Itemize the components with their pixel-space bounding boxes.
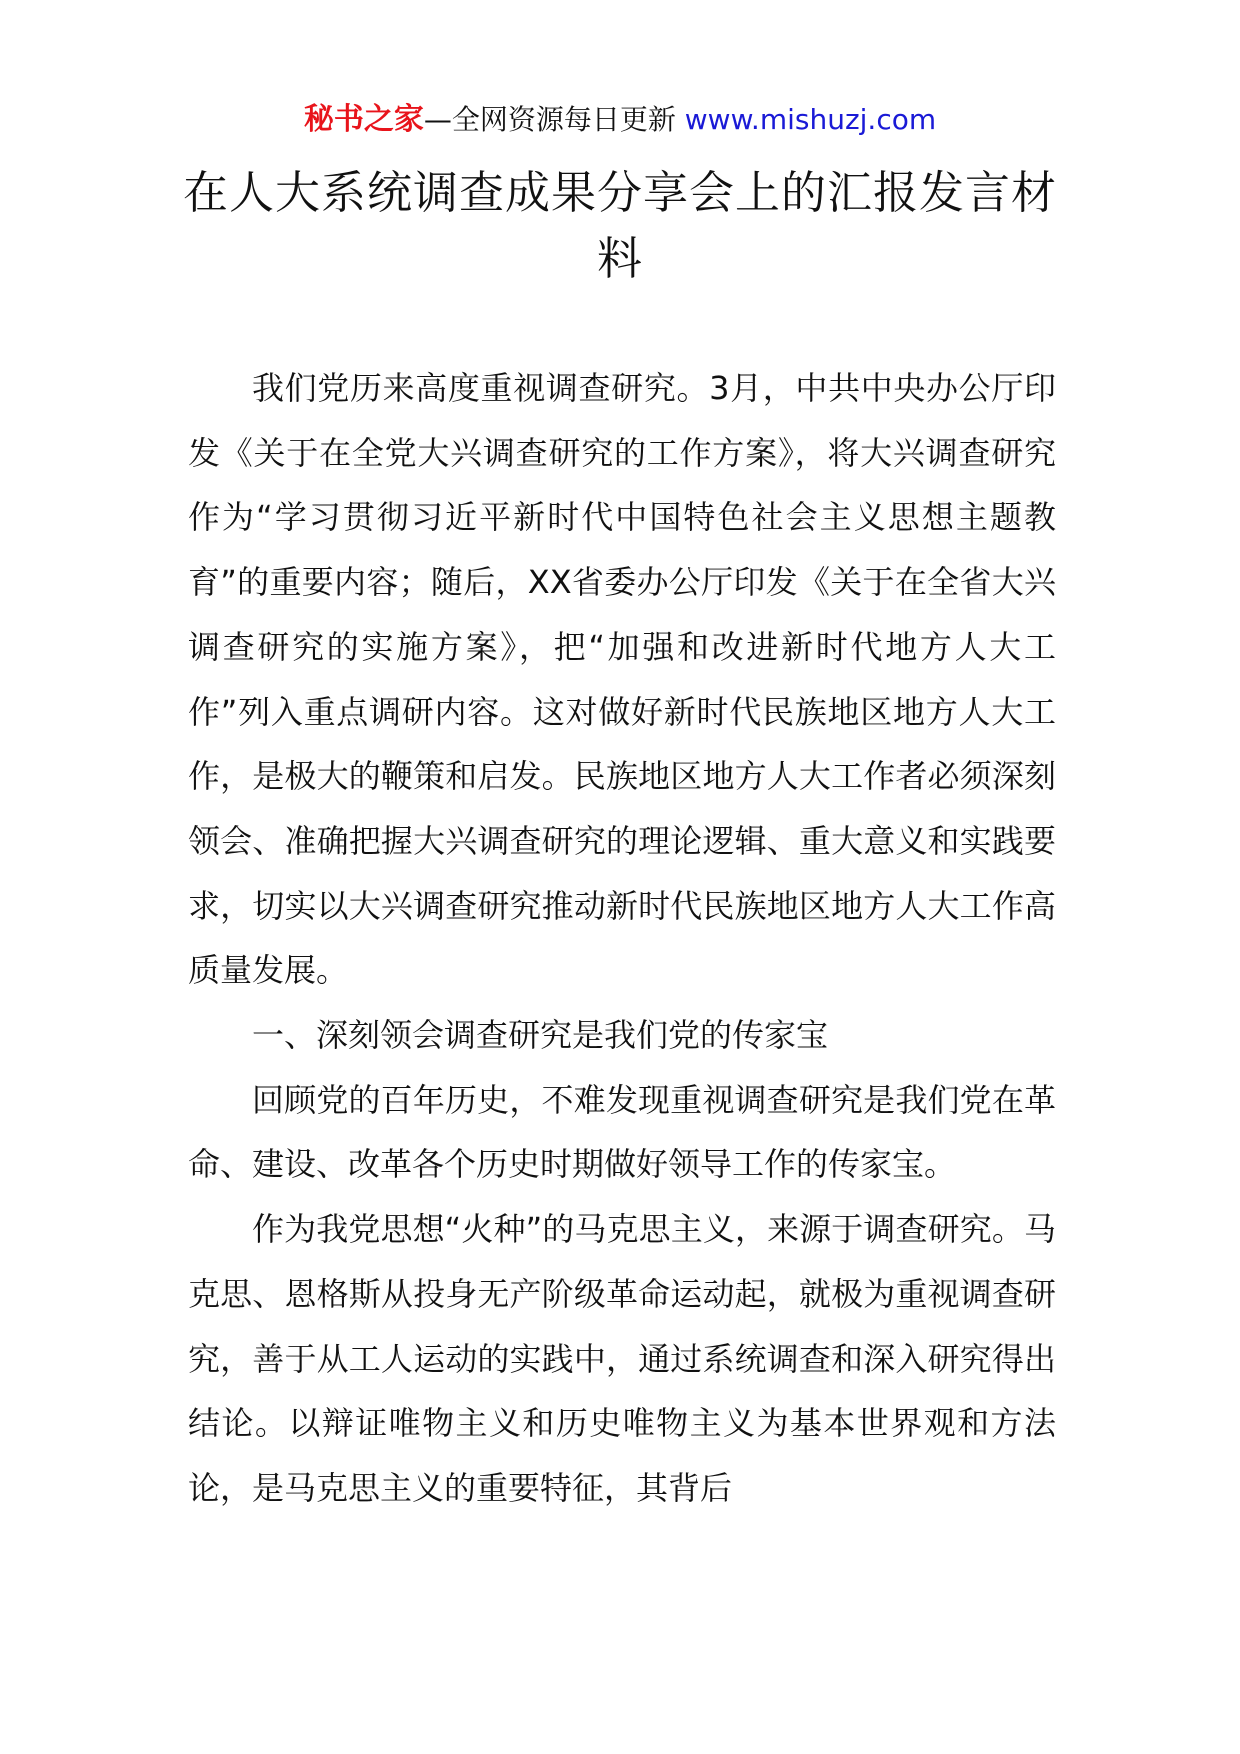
paragraph-intro: 我们党历来高度重视调查研究。3月，中共中央办公厅印发《关于在全党大兴调查研究的工作方案》，将大兴调查研究作为“学习贯彻习近平新时代中国特色社会主义思想主题教育”的重要内容；随后，XX省委办公厅印发《关于在全省大兴调查研究的实施方案》，把“加强和改进新时代地方人大工作”列入重点调研内容。这对做好新时代民族地区地方人大工作，是极大的鞭策和启发。民族地区地方人大工作者必须深刻领会、准确把握大兴调查研究的理论逻辑、重大意义和实践要求，切实以大兴调查研究推动新时代民族地区地方人大工作高质量发展。 xyxy=(188,369,1056,990)
paragraph-history: 回顾党的百年历史，不难发现重视调查研究是我们党在革命、建设、改革各个历史时期做好领导工作的传家宝。 xyxy=(188,1080,1056,1184)
site-url-link[interactable]: www.mishuzj.com xyxy=(684,103,937,136)
section-heading-1: 一、深刻领会调查研究是我们党的传家宝 xyxy=(252,1016,829,1055)
document-title: 在人大系统调查成果分享会上的汇报发言材料 xyxy=(182,166,1057,285)
site-tagline: —全网资源每日更新 xyxy=(423,103,685,136)
document-body xyxy=(188,356,1056,1521)
site-header xyxy=(0,100,1240,140)
paragraph-marxism: 作为我党思想“火种”的马克思主义，来源于调查研究。马克思、恩格斯从投身无产阶级革命运动起，就极为重视调查研究，善于从工人运动的实践中，通过系统调查和深入研究得出结论。以辩证唯物主义和历史唯物主义为基本世界观和方法论，是马克思主义的重要特征，其背后 xyxy=(188,1210,1056,1507)
site-brand: 秘书之家 xyxy=(303,102,424,137)
